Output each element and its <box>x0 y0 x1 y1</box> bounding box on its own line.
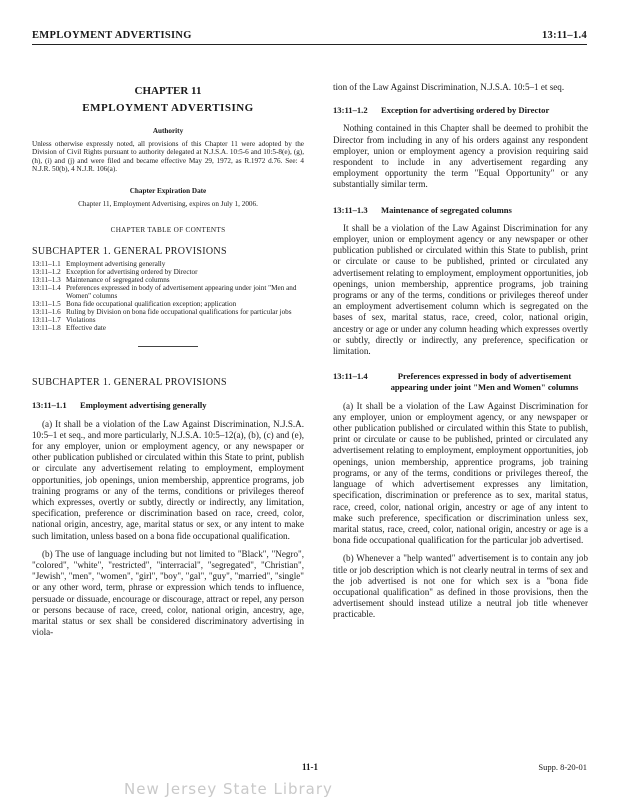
toc-item-label: Effective date <box>66 324 106 333</box>
section-number: 13:11–1.4 <box>333 371 368 382</box>
toc-item-label: Preferences expressed in body of advertisement appearing under joint "Men and Women" columns <box>66 284 297 301</box>
section-number: 13:11–1.3 <box>333 204 368 215</box>
toc-item[interactable] <box>32 284 304 300</box>
expiration-text: Chapter 11, Employment Advertising, expires on July 1, 2006. <box>78 200 258 209</box>
toc-item-number: 13:11–1.1 <box>32 260 61 269</box>
toc-heading: CHAPTER TABLE OF CONTENTS <box>110 225 226 234</box>
toc-item-number: 13:11–1.8 <box>32 324 61 333</box>
header-section-range: 13:11–1.4 <box>542 30 587 41</box>
expiration-heading: Chapter Expiration Date <box>129 186 207 195</box>
toc-item-number: 13:11–1.2 <box>32 268 61 277</box>
section-heading <box>333 371 588 393</box>
paragraph: It shall be a violation of the Law Against Discrimination for any employer, union or employment agency or any newspaper or other publication published or circulated within this State to publish, print or circulate or cause to be published, printed or circulated any advertisement relating to employment, employment opportunities, job openings, union membership, apprentice programs, job training programs or any of the terms, conditions or privileges thereof under an employment advertisement column which is segregated on the bases of sex, marital status, race, creed, color, national origin, ancestry or age or under any column heading which expresses overtly or subtly, directly or indirectly, any preference, specification or limitation. <box>333 222 588 357</box>
section-divider <box>138 346 198 347</box>
toc-item-number: 13:11–1.6 <box>32 308 61 317</box>
toc-item-label: Violations <box>66 316 96 325</box>
section-heading <box>333 205 588 216</box>
toc-item-number: 13:11–1.7 <box>32 316 61 325</box>
section-heading <box>333 105 588 116</box>
paragraph: Nothing contained in this Chapter shall be deemed to prohibit the Director from including in any of his orders against any respondent employer, union or employment agency a provision requiring said respondent to include in any advertisement regarding any employment opportunity the term "Equal Opportunity" or any substantially similar term. <box>333 123 588 190</box>
toc-item[interactable] <box>32 260 304 268</box>
toc-item-label: Employment advertising generally <box>66 260 166 269</box>
toc-item-label: Exception for advertising ordered by Director <box>66 268 198 277</box>
left-column <box>32 62 304 638</box>
paragraph: (a) It shall be a violation of the Law Against Discrimination for any employer, union or employment agency, or any newspaper or other publication published or circulated within this State to publish, print or circulate or cause to be published, printed or circulated any advertisement relating to employment, employment opportunities, job openings, union membership, apprentice programs, job training programs, or any of the terms, conditions or privileges thereof, the language of which advertisement expresses any limitation, specification, discrimination or preference as to sex, marital status, race, creed, color, national origin, ancestry or age of any intent to make such preference, specification or discrimination unless sex, marital status, race, creed, color, national origin, ancestry or age is a bona fide occupational qualification for the particular job advertised. <box>333 400 588 546</box>
authority-heading: Authority <box>152 127 184 136</box>
toc-item[interactable] <box>32 268 304 276</box>
toc-item[interactable] <box>32 276 304 284</box>
library-watermark: New Jersey State Library <box>124 780 333 798</box>
section-title: Maintenance of segregated columns <box>381 204 512 215</box>
subchapter-heading: SUBCHAPTER 1. GENERAL PROVISIONS <box>32 377 227 389</box>
supplement-date: Supp. 8-20-01 <box>538 762 587 772</box>
toc-item-number: 13:11–1.3 <box>32 276 61 285</box>
section-number: 13:11–1.2 <box>333 105 368 116</box>
right-column <box>333 62 588 621</box>
authority-text: Unless otherwise expressly noted, all provisions of this Chapter 11 were adopted by the Division of Civil Rights pursuant to authority delegated at N.J.S.A. 10:5-6 and 10:5-8(e), (g), (h), (i) and (j) and were filed and became effective May 29, 1972, as R.1972 d.76. See: 4 N.J.R. 50(b), 4 N.J.R. 106(a). <box>32 139 304 174</box>
chapter-title: CHAPTER 11 <box>134 85 202 97</box>
section-title: Employment advertising generally <box>80 400 207 411</box>
toc-item[interactable] <box>32 324 304 332</box>
header-title: EMPLOYMENT ADVERTISING <box>32 30 192 41</box>
toc-item-number: 13:11–1.4 <box>32 284 61 293</box>
toc-item[interactable] <box>32 300 304 308</box>
toc-item[interactable] <box>32 316 304 324</box>
chapter-name: EMPLOYMENT ADVERTISING <box>82 102 254 115</box>
toc-item-label: Maintenance of segregated columns <box>66 276 170 285</box>
toc-item[interactable] <box>32 308 304 316</box>
section-title: Exception for advertising ordered by Director <box>381 105 550 116</box>
paragraph: (a) It shall be a violation of the Law Against Discrimination, N.J.S.A. 10:5–1 et seq., and more particularly, N.J.S.A. 10:5–12(a), (b), (c) and (e), for any employer, union or employment agency, or any newspaper or other publication published or circulated within this State to print, publish or circulate any advertisement relating to employment, employment opportunities, job openings, union membership, apprentice programs, job training programs or any of the terms, conditions or privileges thereof which expresses, overtly or subtly, directly or indirectly, any limitation, specification, preference or discrimination based on race, creed, color, national origin, ancestry, age, marital status or sex, or any intent to make such limitation, unless based on a bona fide occupational qualification. <box>32 418 304 541</box>
section-number: 13:11–1.1 <box>32 400 67 411</box>
toc-item-label: Ruling by Division on bona fide occupational qualifications for particular jobs <box>66 308 292 317</box>
page-number: 11-1 <box>302 762 319 772</box>
section-title: Preferences expressed in body of advertisement appearing under joint "Men and Women" columns <box>390 371 579 393</box>
paragraph: (b) Whenever a "help wanted" advertisement is to contain any job title or job description which is not clearly neutral in terms of sex and the job advertised is not one for which sex is a "bona fide occupational qualification" as defined in those provisions, then the advertisement should instead utilize a neutral job title whenever practicable. <box>333 553 588 620</box>
toc-subchapter: SUBCHAPTER 1. GENERAL PROVISIONS <box>32 245 227 257</box>
paragraph: (b) The use of language including but not limited to "Black", "Negro", "colored", "white", "restricted", "interracial", "segregated", "Christian", "Jewish", "men", "women", "girl", "boy", "gal", "guy", "married", "single" or any other word, term, phrase or expression which tends to influence, persuade or dissuade, encourage or discourage, attract or repel, any person or persons because of race, creed, color, national origin, ancestry, age, marital status or sex shall be considered discriminatory advertising in viola- <box>32 548 304 638</box>
section-heading <box>32 400 304 411</box>
table-of-contents <box>32 260 304 332</box>
paragraph-continuation: tion of the Law Against Discrimination, N.J.S.A. 10:5–1 et seq. <box>333 82 565 92</box>
toc-item-number: 13:11–1.5 <box>32 300 61 309</box>
running-header <box>32 30 587 45</box>
toc-item-label: Bona fide occupational qualification exception; application <box>66 300 237 309</box>
